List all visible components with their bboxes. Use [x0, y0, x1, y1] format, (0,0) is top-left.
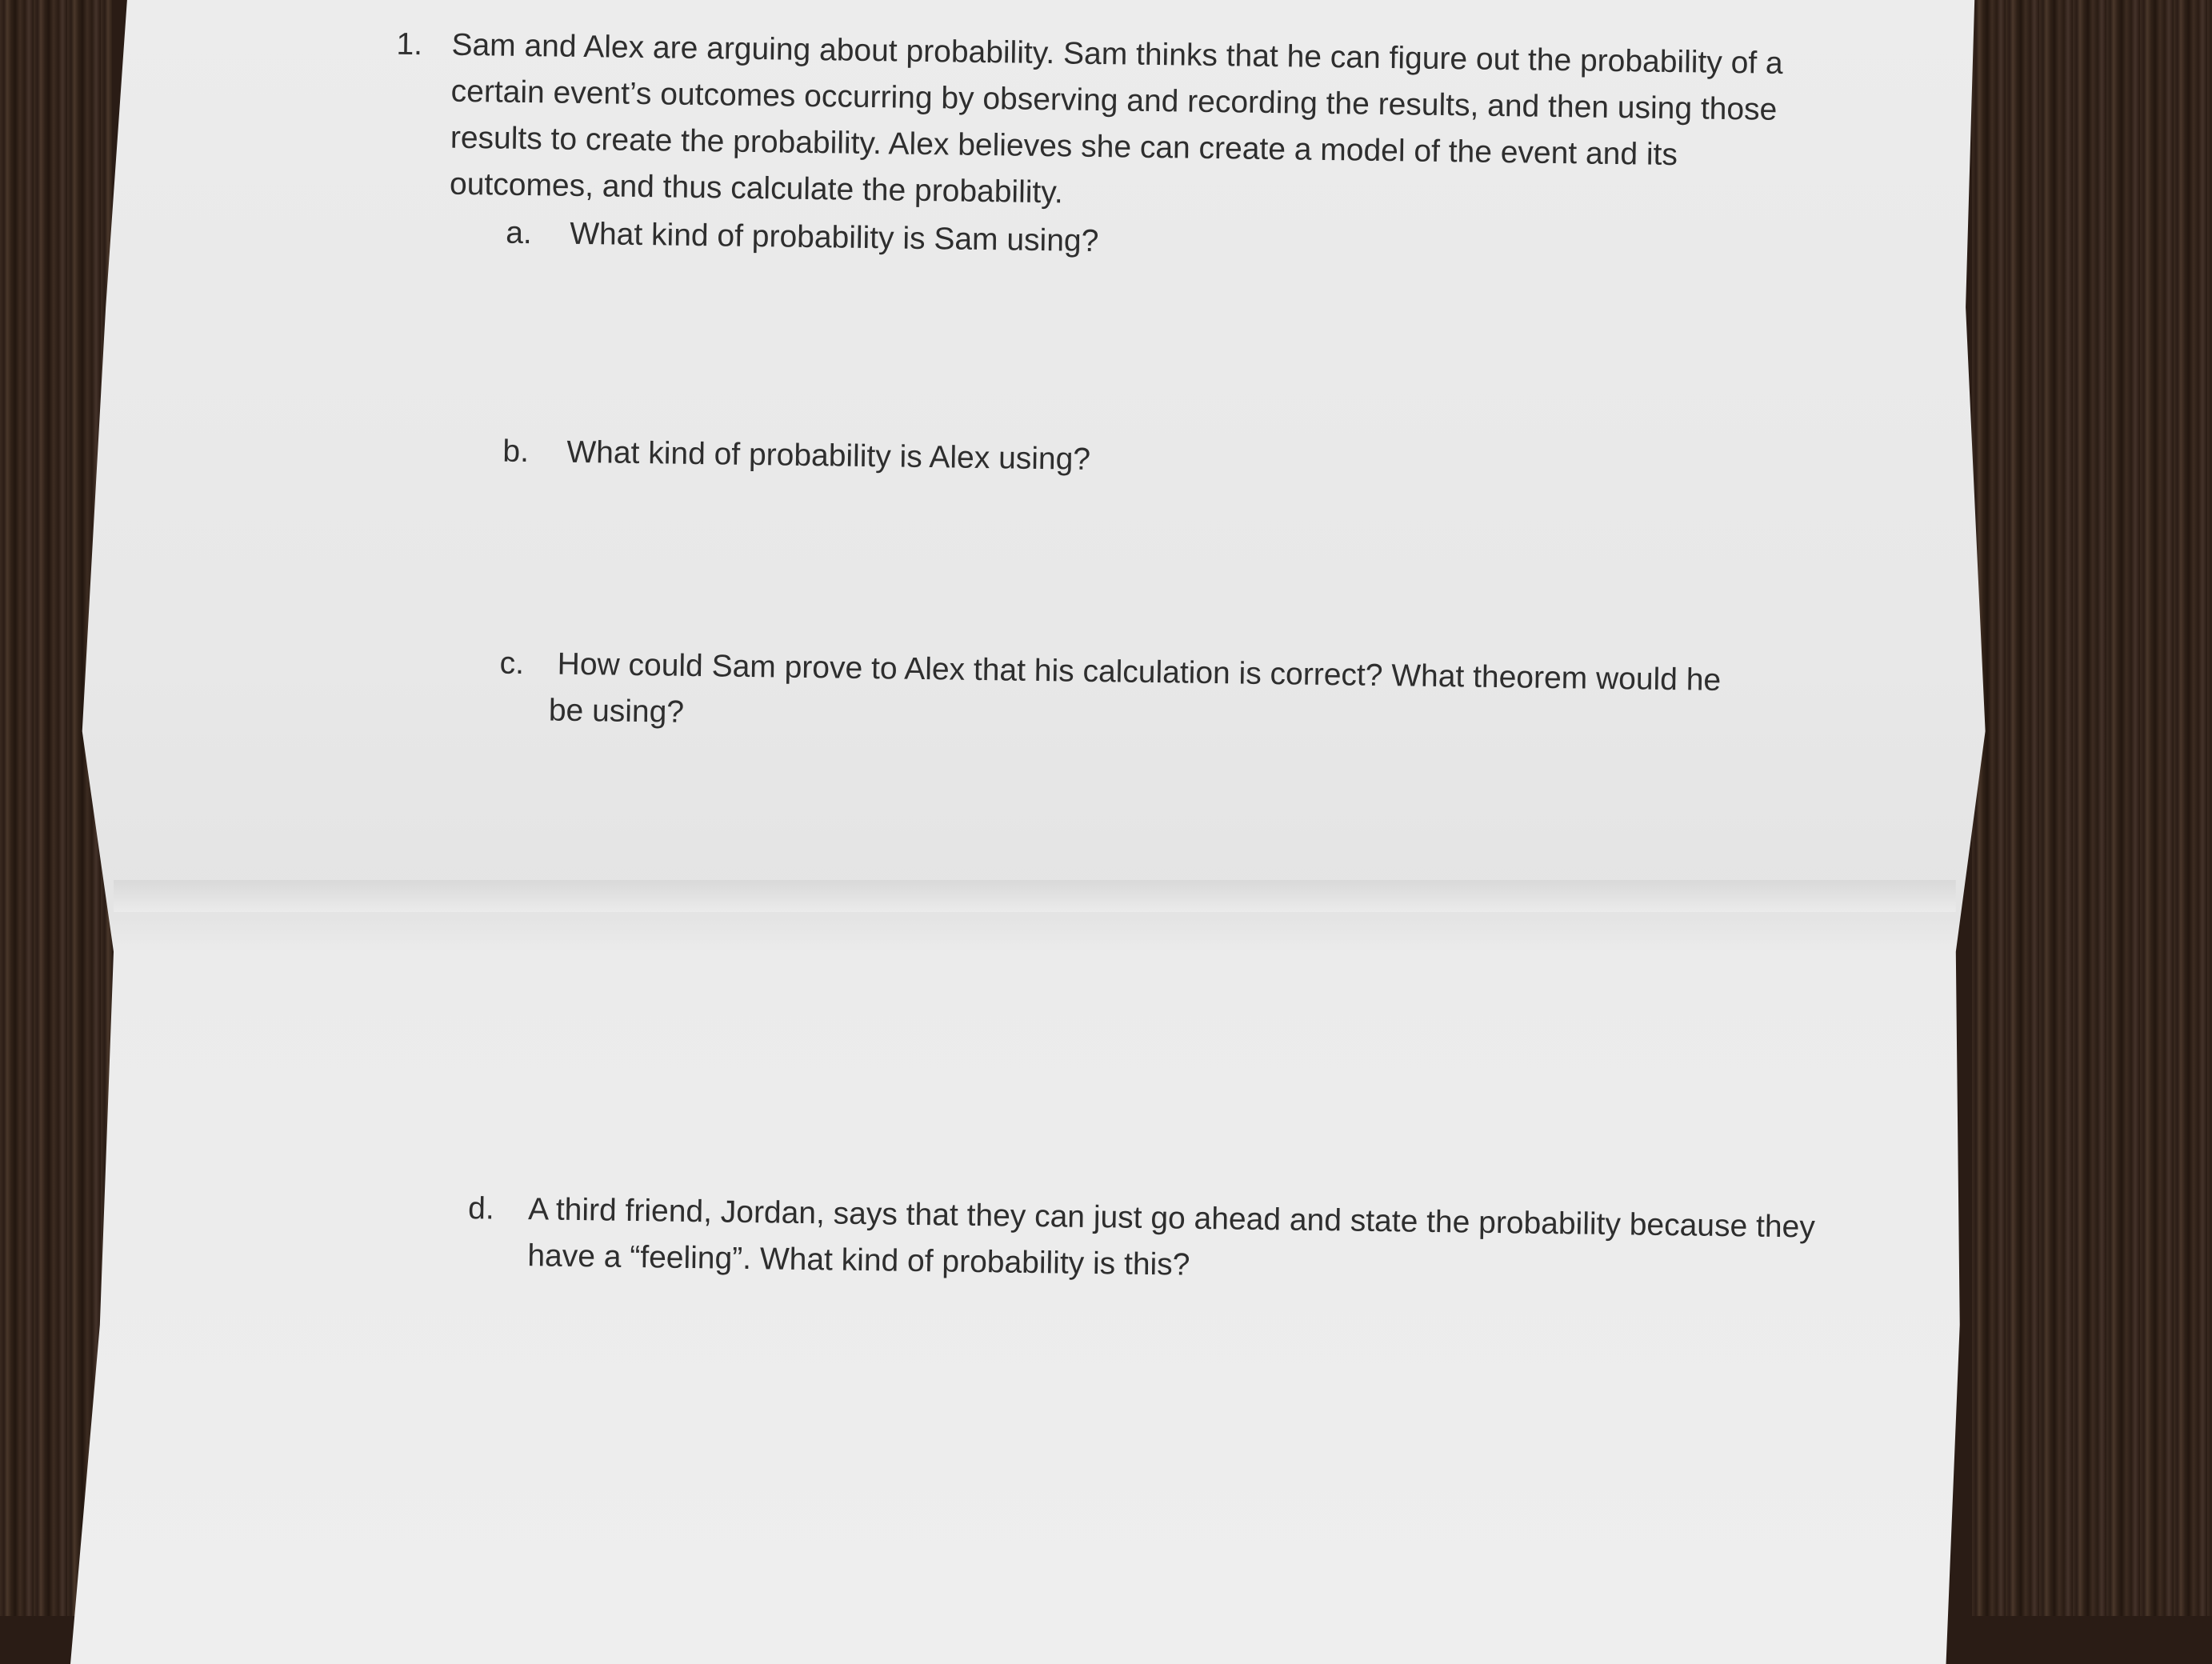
part-c-text [548, 642, 1780, 751]
part-c-label: c. [499, 646, 525, 682]
part-d [467, 1186, 1828, 1298]
question-number: 1. [396, 26, 423, 62]
part-d-text: A third friend, Jordan, says that they can just go ahead and state the probability because they have a “feeling”. What kind of probability is this? [527, 1192, 1816, 1282]
part-c-text-line1: How could Sam prove to Alex that his calculation is correct? What theorem would he [557, 646, 1722, 698]
part-b-label: b. [502, 434, 530, 470]
part-b [502, 429, 1863, 494]
part-a-label: a. [505, 215, 533, 251]
part-b-text: What kind of probability is Alex using? [566, 434, 1091, 477]
question-text: Sam and Alex are arguing about probability. Sam thinks that he can figure out the probability of a certain event’s outcomes occurring by observing and recording the results, and then using those results to create the probability. Alex believes she can create a model of the event and its outcomes, and thus calculate the probability. [449, 27, 1783, 210]
part-c-text-line2: be using? [548, 693, 685, 730]
part-d-label: d. [467, 1191, 495, 1226]
part-c [499, 641, 1780, 751]
part-a-text: What kind of probability is Sam using? [569, 216, 1099, 258]
